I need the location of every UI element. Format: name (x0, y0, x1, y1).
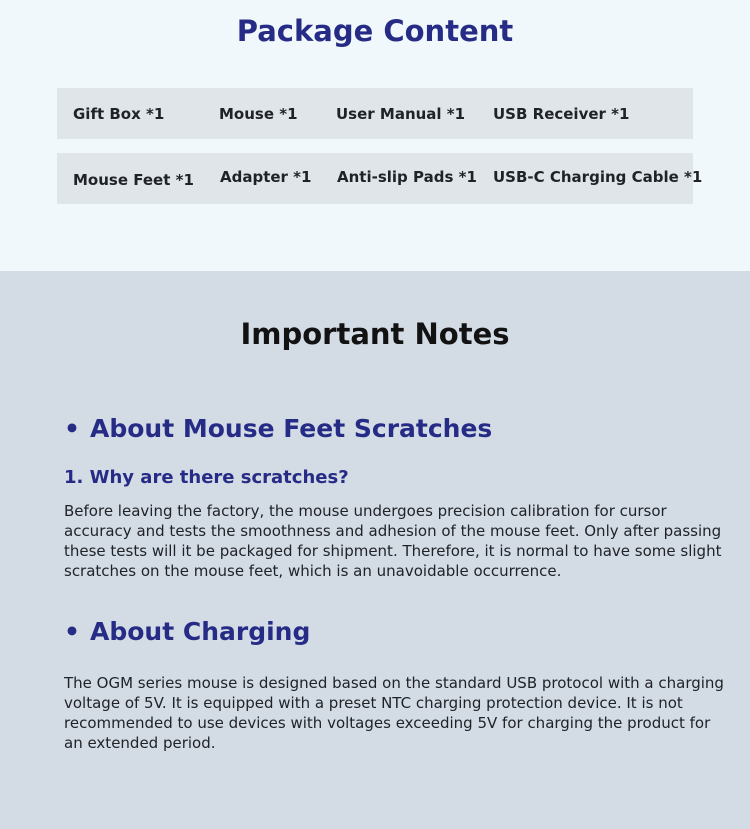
important-notes-section (0, 271, 750, 829)
scratches-paragraph: Before leaving the factory, the mouse undergoes precision calibration for cursor accuracy and tests the smoothness and adhesion of the mouse feet. Only after passing these tests will it be packaged for shipment. Therefore, it is normal to have some slight scratches on the mouse feet, which is an unavoidable occurrence. (64, 502, 722, 580)
mouse-feet-heading-text: About Mouse Feet Scratches (89, 414, 493, 443)
package-content-title: Package Content (236, 14, 514, 48)
package-item-usb-receiver: USB Receiver *1 (493, 105, 630, 123)
package-row-2 (57, 153, 703, 204)
scratches-question: 1. Why are there scratches? (64, 467, 349, 488)
package-item-gift-box: Gift Box *1 (73, 105, 165, 123)
charging-heading (64, 617, 310, 646)
package-item-user-manual: User Manual *1 (336, 105, 466, 123)
important-notes-title: Important Notes (240, 317, 510, 351)
package-item-mouse: Mouse *1 (219, 105, 298, 123)
bullet-icon: • (64, 617, 80, 646)
package-item-mouse-feet: Mouse Feet *1 (73, 171, 194, 189)
package-item-anti-slip-pads: Anti-slip Pads *1 (337, 168, 477, 186)
mouse-feet-heading (64, 414, 492, 443)
package-row-1 (57, 88, 693, 139)
package-content-section (0, 0, 750, 271)
charging-heading-text: About Charging (89, 617, 311, 646)
package-item-usb-c-cable: USB-C Charging Cable *1 (493, 168, 703, 186)
package-item-adapter: Adapter *1 (220, 168, 312, 186)
charging-paragraph: The OGM series mouse is designed based on the standard USB protocol with a charging voltage of 5V. It is equipped with a preset NTC charging protection device. It is not recommended to use devices with voltages exceeding 5V for charging the product for an extended period. (64, 674, 724, 752)
bullet-icon: • (64, 414, 80, 443)
